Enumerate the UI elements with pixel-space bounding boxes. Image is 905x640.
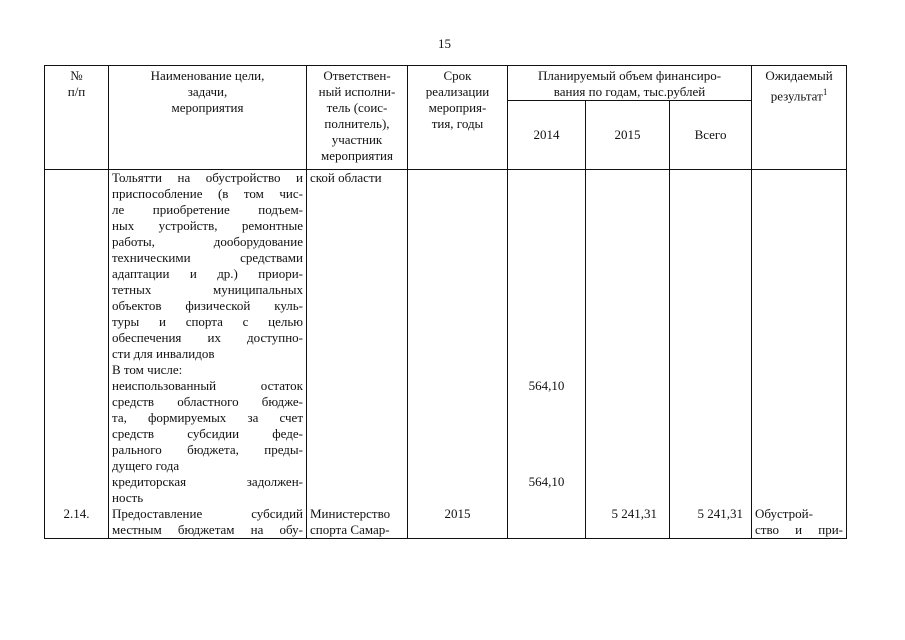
page-number: 15	[438, 36, 451, 51]
header-total: Всего	[670, 101, 752, 170]
cell-term: 2015	[408, 506, 508, 539]
cell-name: Предоставление субсидий местным бюджетам на обу-	[109, 506, 307, 539]
cell-total	[670, 506, 752, 539]
header-year-2015: 2015	[586, 101, 670, 170]
header-year-2014: 2014	[508, 101, 586, 170]
amount-total: 5 241,31	[697, 506, 744, 521]
cell-2015	[586, 506, 670, 539]
cell-total	[670, 170, 752, 507]
program-table	[44, 65, 847, 539]
cell-responsible: ской области	[307, 170, 408, 507]
header-result: Ожидаемый результат$^1$	[752, 66, 847, 170]
amount-2014-unused-balance: 564,10	[528, 378, 565, 393]
cell-num: 2.14.	[45, 506, 109, 539]
amount-2014-payables: 564,10	[528, 474, 565, 489]
cell-term	[408, 170, 508, 507]
table-row	[45, 506, 847, 539]
cell-2014	[508, 506, 586, 539]
cell-2015	[586, 170, 670, 507]
header-term: Срок реализации мероприя- тия, годы	[408, 66, 508, 170]
cell-responsible: Министерство спорта Самар-	[307, 506, 408, 539]
cell-result	[752, 170, 847, 507]
table-row	[45, 170, 847, 507]
header-num: № п/п	[45, 66, 109, 170]
cell-2014	[508, 170, 586, 507]
footnote-mark: 1	[822, 87, 828, 97]
cell-num	[45, 170, 109, 507]
header-responsible: Ответствен- ный исполни- тель (соис- полнитель), участник мероприятия	[307, 66, 408, 170]
header-financing: Планируемый объем финансиро- вания по годам, тыс.рублей	[508, 66, 752, 101]
cell-name: Тольятти на обустройство и приспособление (в том чис- ле приобретение подъем- ных устройств, ремонтные работы, дооборудование техническими средствами адаптации и др.) приори- тетных муниципальных объектов физической куль- туры и спорта с целью обеспечения их доступно- сти для инвалидов В том числе: неиспользованный остаток средств областного бюдже- та, формируемых за счет средств субсидии феде- рального бюджета, преды- дущего года кредиторская задолжен- ность	[109, 170, 307, 507]
cell-result: Обустрой- ство и при-	[752, 506, 847, 539]
amount-2015: 5 241,31	[611, 506, 657, 521]
header-row	[45, 66, 847, 101]
including-label: В том числе:	[112, 362, 183, 377]
header-name: Наименование цели, задачи, мероприятия	[109, 66, 307, 170]
